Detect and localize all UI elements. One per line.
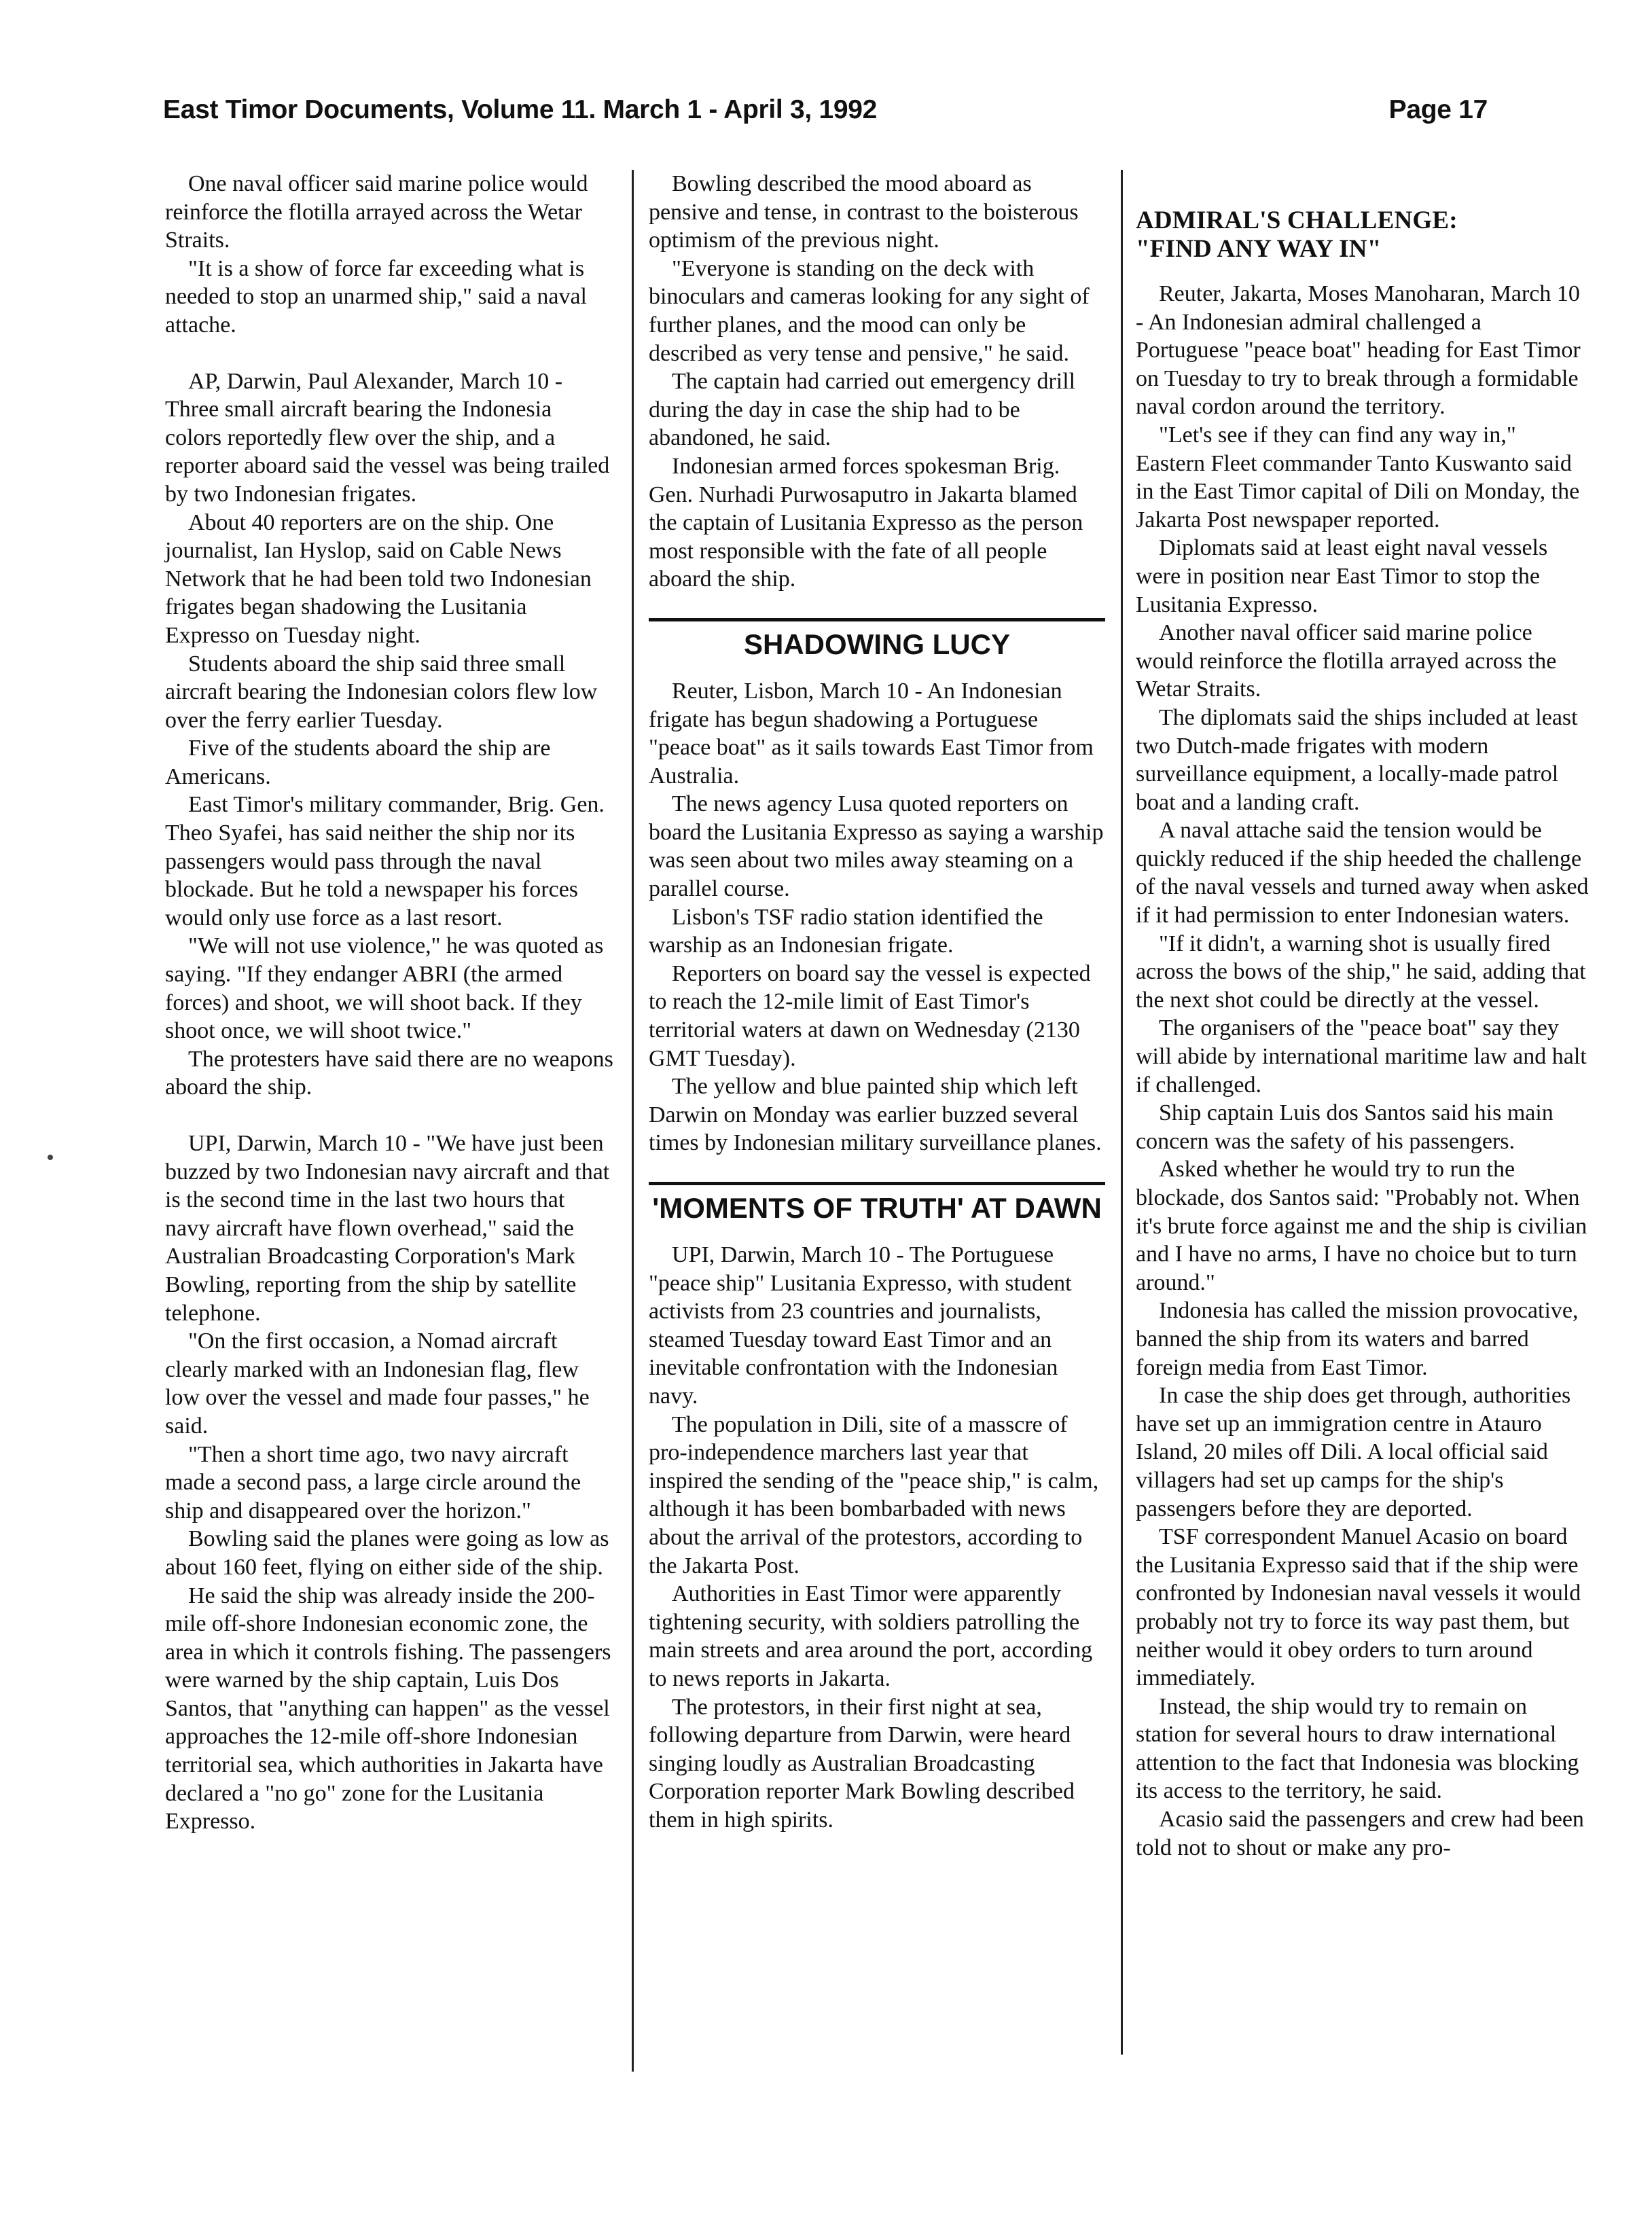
column-1 [165,170,613,1836]
paragraph: Bowling said the planes were going as low as about 160 feet, flying on either side of the ship. [165,1526,609,1580]
paragraph: "Let's see if they can find any way in," Eastern Fleet commander Tanto Kuswanto said in the East Timor capital of Dili on Monday, the Jakarta Post newspaper reported. [1136,422,1580,532]
paragraph: "It is a show of force far exceeding what is needed to stop an unarmed ship," said a naval attache. [165,255,587,338]
page-header [163,95,1488,136]
paragraph: Indonesian armed forces spokesman Brig. Gen. Nurhadi Purwosaputro in Jakarta blamed the captain of Lusitania Expresso as the person most responsible with the fate of all people aboard the ship. [649,453,1083,592]
running-title: East Timor Documents, Volume 11. March 1 - April 3, 1992 [163,95,878,124]
article-heading [1136,206,1589,264]
paragraph: In case the ship does get through, authorities have set up an immigration centre in Atauro Island, 20 miles off Dili. A local official said villagers had set up camps for the ship's passengers before they are deported. [1136,1383,1571,1521]
column-3 [1136,170,1589,1862]
paragraph: East Timor's military commander, Brig. Gen. Theo Syafei, has said neither the ship nor its passengers would pass through the naval blockade. But he told a newspaper his forces would only use force as a last resort. [165,792,605,931]
paragraph: Indonesia has called the mission provocative, banned the ship from its waters and barred foreign media from East Timor. [1136,1298,1579,1380]
paragraph: Reuter, Lisbon, March 10 - An Indonesian frigate has begun shadowing a Portuguese "peace boat" as it sails towards East Timor from Australia. [649,678,1094,789]
article-heading-line-1: ADMIRAL'S CHALLENGE: [1136,206,1458,234]
paragraph: "We will not use violence," he was quoted as saying. "If they endanger ABRI (the armed forces) and shoot, we will shoot back. If they shoot once, we will shoot twice." [165,933,604,1044]
paragraph: UPI, Darwin, March 10 - The Portuguese "peace ship" Lusitania Expresso, with student activists from 23 countries and journalists, steamed Tuesday toward East Timor and an inevitable confrontation with the Indonesian navy. [649,1242,1072,1409]
paragraph: The diplomats said the ships included at least two Dutch-made frigates with modern surveillance equipment, a locally-made patrol boat and a landing craft. [1136,704,1578,815]
column-2 [649,170,1105,1834]
paragraph: The yellow and blue painted ship which left Darwin on Monday was earlier buzzed several times by Indonesian military surveillance planes. [649,1074,1102,1156]
section-rule [649,618,1105,621]
paragraph: The news agency Lusa quoted reporters on board the Lusitania Expresso as saying a warship was seen about two miles away steaming on a parallel course. [649,791,1104,902]
column-divider-1 [632,170,634,2072]
paragraph: Acasio said the passengers and crew had been told not to shout or make any pro- [1136,1807,1584,1860]
paragraph: "On the first occasion, a Nomad aircraft clearly marked with an Indonesian flag, flew low over the vessel and made four passes," he said. [165,1329,590,1439]
paragraph: Asked whether he would try to run the blockade, dos Santos said: "Probably not. When it's brute force against me and the ship is civilian and I have no arms, I have no choice but to turn around." [1136,1157,1587,1295]
paragraph: The protesters have said there are no weapons aboard the ship. [165,1046,613,1100]
paragraph: About 40 reporters are on the ship. One journalist, Ian Hyslop, said on Cable News Network that he had been told two Indonesian frigates began shadowing the Lusitania Expresso on Tuesday night. [165,509,592,648]
paragraph: One naval officer said marine police would reinforce the flotilla arrayed across the Wetar Straits. [165,171,588,253]
article-heading-line-2: "FIND ANY WAY IN" [1136,235,1382,263]
paragraph: He said the ship was already inside the 200-mile off-shore Indonesian economic zone, the area in which it controls fishing. The passengers were warned by the ship captain, Luis Dos Santos, that "anything can happen" as the vessel approaches the 12-mile off-shore Indonesian territorial sea, which authorities in Jakarta have declared a "no go" zone for the Lusitania Expresso. [165,1583,611,1835]
paragraph: A naval attache said the tension would be quickly reduced if the ship heeded the challenge of the naval vessels and turned away when asked if it had permission to enter Indonesian waters. [1136,818,1589,928]
paragraph: Authorities in East Timor were apparently tightening security, with soldiers patrolling the main streets and area around the port, according to news reports in Jakarta. [649,1581,1093,1691]
paragraph: The organisers of the "peace boat" say they will abide by international maritime law and halt if challenged. [1136,1015,1587,1098]
paragraph: AP, Darwin, Paul Alexander, March 10 - Three small aircraft bearing the Indonesia colors reportedly flew over the ship, and a reporter aboard said the vessel was being trailed by two Indonesian frigates. [165,368,610,507]
section-heading: 'MOMENTS OF TRUTH' AT DAWN [652,1192,1102,1224]
paragraph: Five of the students aboard the ship are Americans. [165,736,551,789]
paragraph: "Then a short time ago, two navy aircraft made a second pass, a large circle around the ship and disappeared over the horizon." [165,1441,581,1523]
paragraph: "If it didn't, a warning shot is usually fired across the bows of the ship," he said, adding that the next shot could be directly at the vessel. [1136,931,1586,1013]
paragraph: Reuter, Jakarta, Moses Manoharan, March 10 - An Indonesian admiral challenged a Portuguese "peace boat" heading for East Timor on Tuesday to try to break through a formidable naval cordon around the territory. [1136,281,1581,420]
paragraph: Students aboard the ship said three small aircraft bearing the Indonesian colors flew low over the ferry earlier Tuesday. [165,651,598,733]
paragraph: The population in Dili, site of a masscre of pro-independence marchers last year that inspired the sending of the "peace ship," is calm, although it has been bombarbaded with news about the arrival of the protestors, according to the Jakarta Post. [649,1411,1099,1578]
paragraph: The protestors, in their first night at sea, following departure from Darwin, were heard singing loudly as Australian Broadcasting Corporation reporter Mark Bowling described them in high spirits. [649,1694,1075,1832]
paragraph: Reporters on board say the vessel is expected to reach the 12-mile limit of East Timor's territorial waters at dawn on Wednesday (2130 GMT Tuesday). [649,960,1091,1071]
paragraph: UPI, Darwin, March 10 - "We have just been buzzed by two Indonesian navy aircraft and that is the second time in the last two hours that navy aircraft have flown overhead," said the Australian Broadcasting Corporation's Mark Bowling, reporting from the ship by satellite telephone. [165,1131,610,1326]
column-divider-2 [1121,170,1123,2055]
paragraph: TSF correspondent Manuel Acasio on board the Lusitania Expresso said that if the ship were confronted by Indonesian naval vessels it would probably not try to force its way past them, but neither would it obey orders to turn around immediately. [1136,1524,1581,1691]
paragraph: Lisbon's TSF radio station identified the warship as an Indonesian frigate. [649,904,1043,958]
paragraph: Another naval officer said marine police would reinforce the flotilla arrayed across the Wetar Straits. [1136,620,1557,702]
paragraph: The captain had carried out emergency drill during the day in case the ship had to be abandoned, he said. [649,369,1076,451]
paragraph: Instead, the ship would try to remain on station for several hours to draw international attention to the fact that Indonesia was blocking its access to the territory, he said. [1136,1693,1579,1804]
section-rule [649,1182,1105,1185]
scan-speck [48,1155,53,1160]
paragraph: Bowling described the mood aboard as pensive and tense, in contrast to the boisterous optimism of the previous night. [649,171,1079,253]
paragraph: Ship captain Luis dos Santos said his main concern was the safety of his passengers. [1136,1100,1554,1154]
paragraph: "Everyone is standing on the deck with binoculars and cameras looking for any sight of further planes, and the mood can only be described as very tense and pensive," he said. [649,255,1090,366]
page-number: Page 17 [1388,95,1488,124]
section-heading: SHADOWING LUCY [744,628,1010,660]
paragraph: Diplomats said at least eight naval vessels were in position near East Timor to stop the Lusitania Expresso. [1136,535,1548,617]
